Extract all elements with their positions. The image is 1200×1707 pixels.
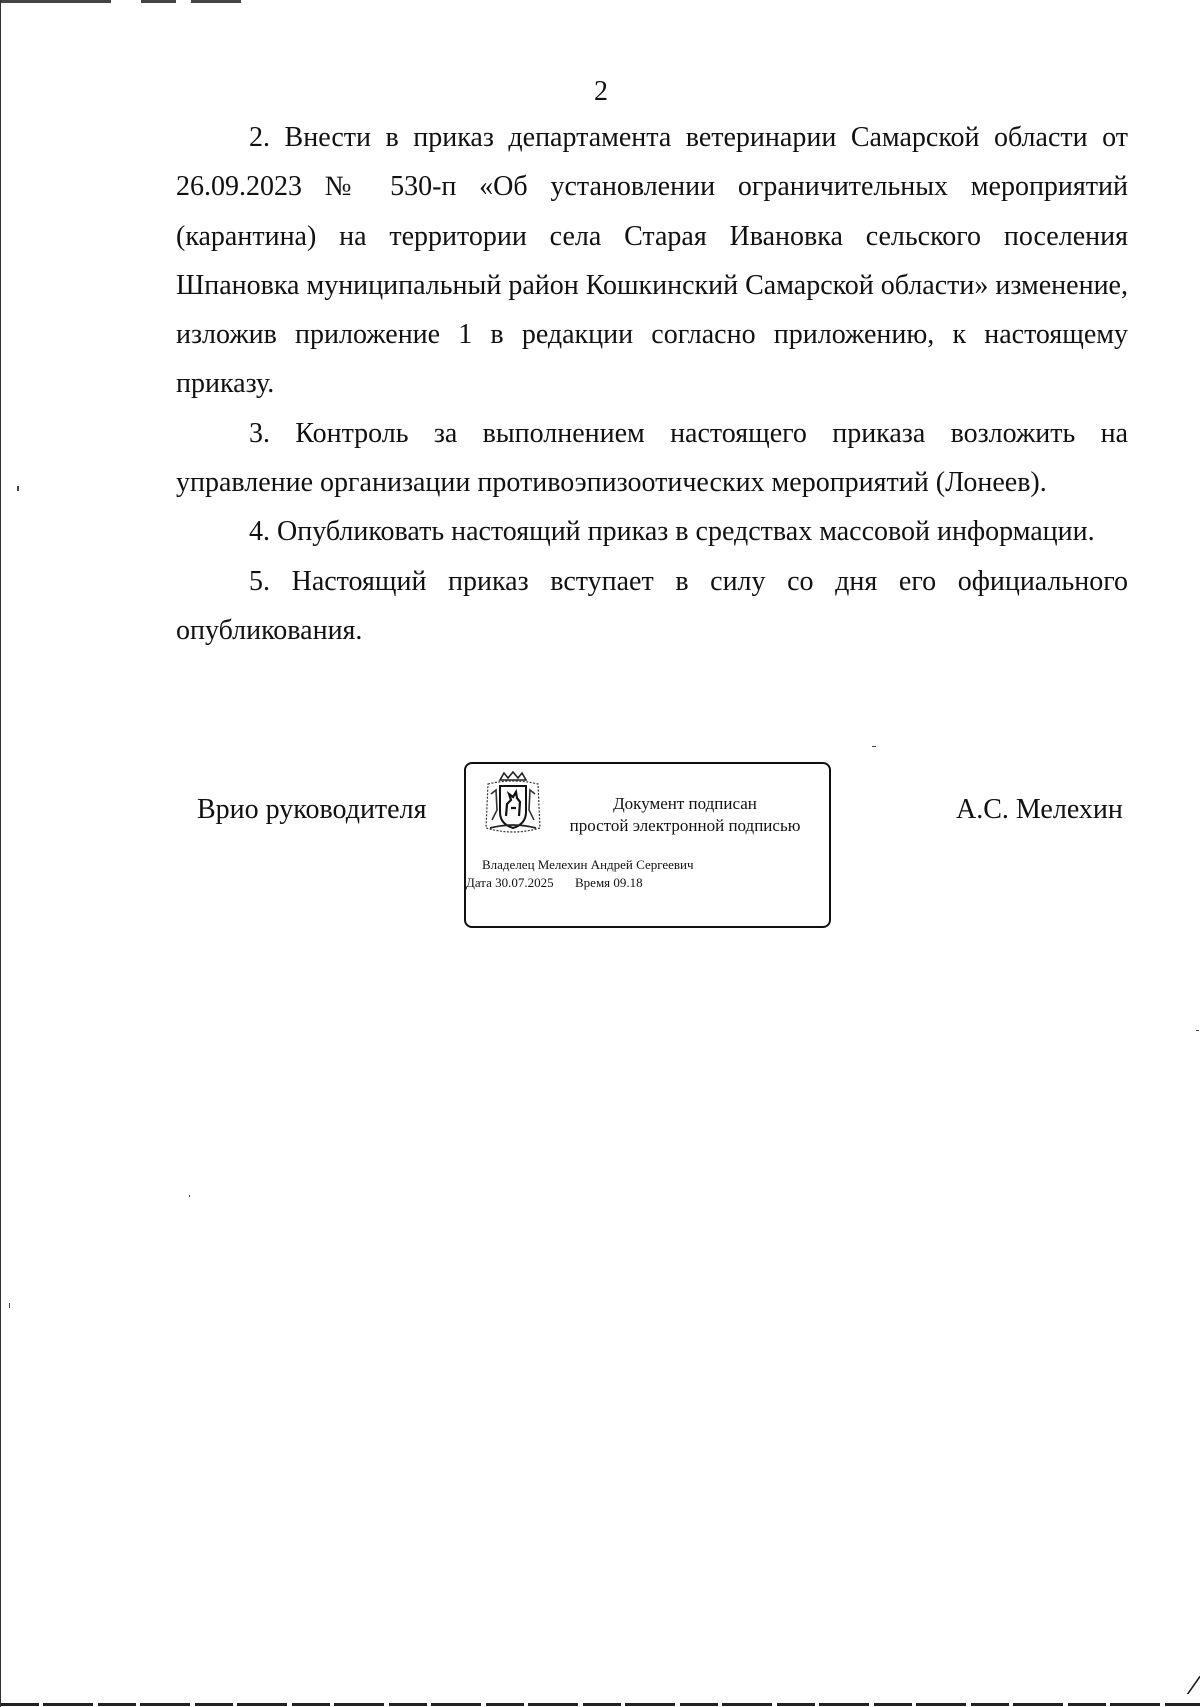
scan-speck [9, 1303, 10, 1308]
paragraph-5: 5. Настоящий приказ вступает в силу со дня его официального опубликования. [176, 565, 1128, 646]
stamp-time: Время 09.18 [575, 875, 643, 890]
scan-speck [189, 1195, 190, 1197]
samara-coat-of-arms-icon [482, 770, 544, 836]
paragraph-2: 2. Внести в приказ департамента ветеринарии Самарской области от 26.09.2023 № 530-п «Об установлении ограничительных мероприятий (карантина) на территории села Старая Ивановка сельского поселения Шпановка муниципальный район Кошкинский Самарской области» изменение, изложив приложение 1 в редакции согласно приложению, к настоящему приказу. [176, 122, 1128, 400]
paragraph-3: 3. Контроль за выполнением настоящего приказа возложить на управление организации противоэпизоотических мероприятий (Лонеев). [176, 417, 1128, 499]
signer-name: А.С. Мелехин [956, 794, 1123, 825]
scan-corner-mark [1171, 1676, 1200, 1694]
stamp-line-signature-type: простой электронной подписью [569, 816, 801, 835]
scan-speck [17, 486, 19, 491]
stamp-line-signed: Документ подписан [613, 794, 757, 813]
scan-edge-bottom [1, 1703, 1200, 1706]
stamp-owner: Владелец Мелехин Андрей Сергеевич [482, 857, 694, 872]
scan-speck [1196, 1030, 1199, 1031]
scan-speck [872, 746, 876, 747]
page-number: 2 [594, 76, 608, 107]
stamp-date: Дата 30.07.2025 [466, 875, 554, 890]
stamp-heading [550, 793, 820, 837]
document-body [176, 113, 1128, 655]
signer-position: Врио руководителя [197, 794, 427, 825]
paragraph-4: 4. Опубликовать настоящий приказ в средствах массовой информации. [249, 516, 1095, 548]
scan-edge-top [1, 0, 241, 3]
electronic-signature-stamp [464, 762, 831, 928]
